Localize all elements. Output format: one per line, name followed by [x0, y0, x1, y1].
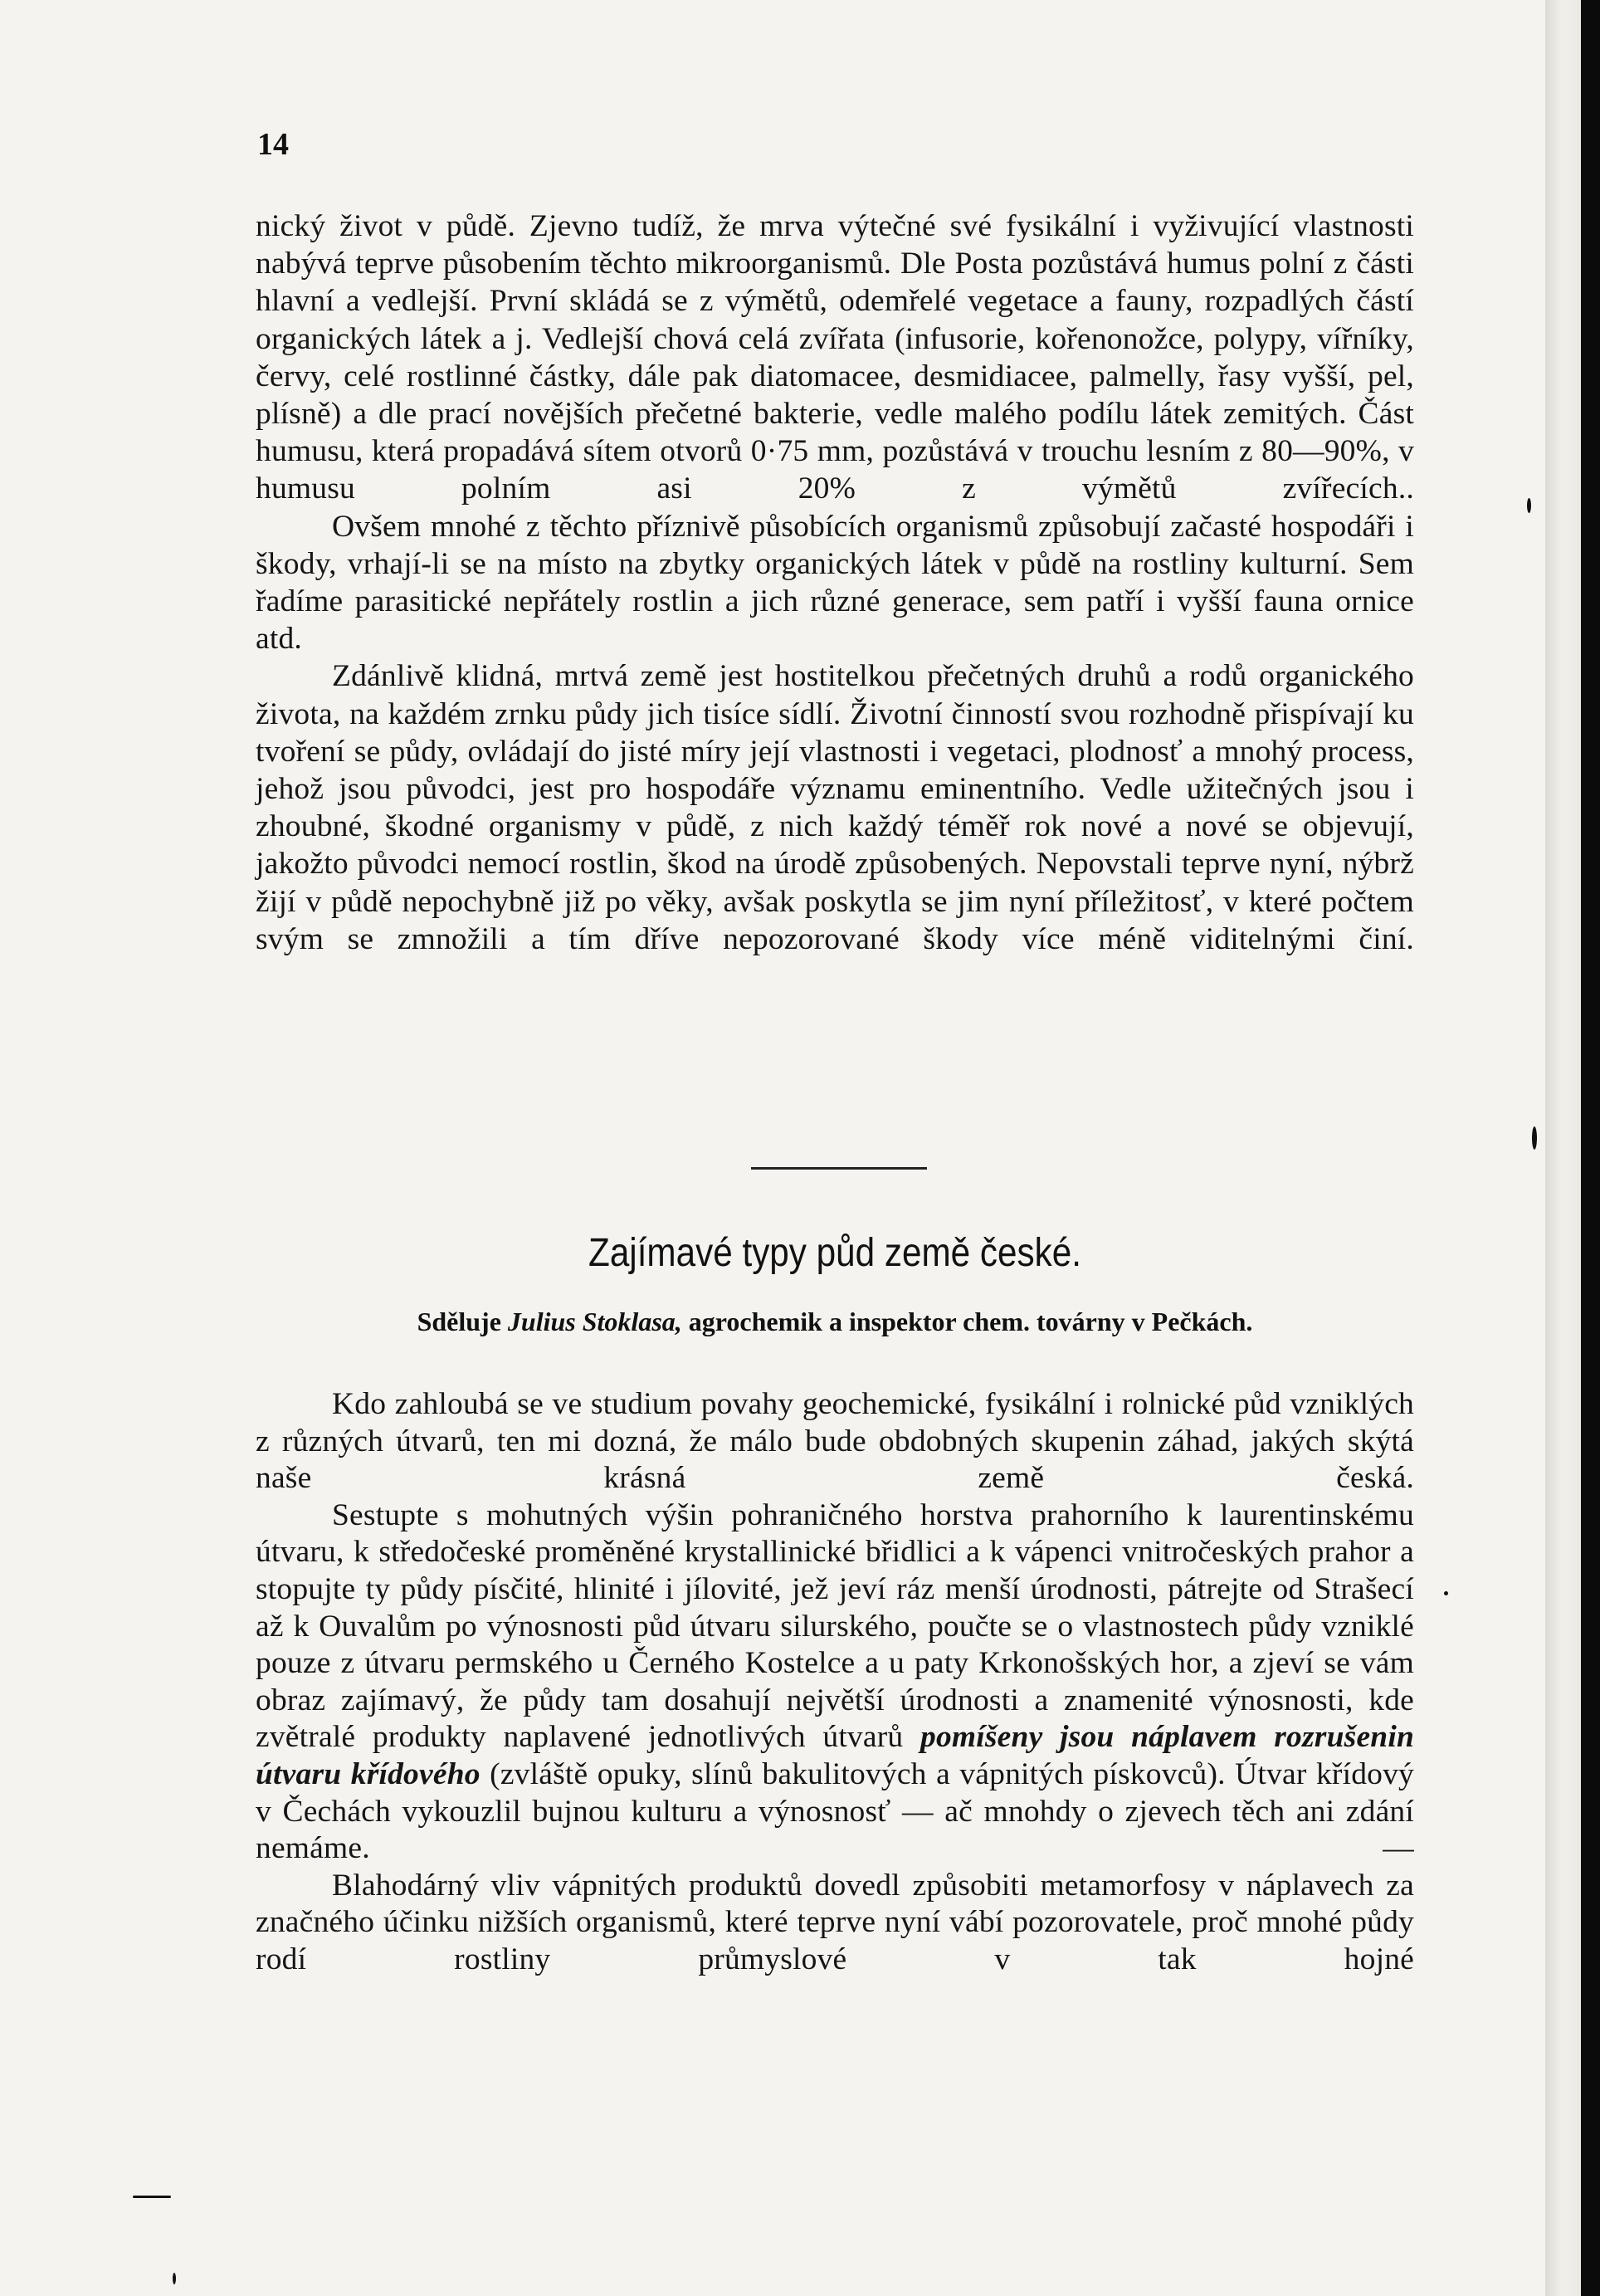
scan-speck: [1532, 1126, 1537, 1150]
article-paragraph-3: Blahodárný vliv vápnitých produktů dovedl způsobiti metamorfosy v náplavech za značného účinku nižších organismů, které teprve nyní vábí pozorovatele, proč mnohé půdy rodí rostliny průmyslové v tak hojné: [256, 1868, 1414, 1976]
scan-dark-edge: [1581, 0, 1600, 2296]
scan-speck: [173, 2273, 176, 2284]
article-paragraph-2: [256, 1497, 1414, 1868]
scan-speck: [133, 2196, 171, 2198]
page-number: 14: [257, 127, 289, 162]
byline-suffix: agrochemik a inspektor chem. továrny v Pečkách.: [688, 1307, 1253, 1336]
article-paragraph-2-continuation: (zvláště opuky, slínů bakulitových a vápnitých pískovců). Útvar křídový v Čechách vykouzlil bujnou kulturu a výnosnosť — ač mnohdy o zjevech těch ani zdání nemáme. —: [256, 1756, 1414, 1866]
article-title: Zajímavé typy půd země české.: [588, 1231, 1081, 1275]
byline-prefix: Sděluje: [417, 1307, 501, 1336]
paragraph-2: Ovšem mnohé z těchto příznivě působících organismů způsobují začasté hospodáři i škody, vrhají-li se na místo na zbytky organických látek v půdě na rostliny kulturní. Sem řadíme parasitické nepřátely rostlin a jich různé generace, sem patří i vyšší fauna ornice atd.: [256, 509, 1414, 657]
scan-speck: [1527, 498, 1531, 513]
body-text-section-1: [256, 208, 1414, 958]
scan-speck: [1444, 1591, 1448, 1595]
body-text-section-2: [256, 1386, 1414, 1979]
paragraph-1: nický život v půdě. Zjevno tudíž, že mrva výtečné své fysikální i vyživující vlastnosti nabývá teprve působením těchto mikroorganismů. Dle Posta pozůstává humus polní z části hlavní a vedlejší. První skládá se z výmětů, odemřelé vegetace a fauny, rozpadlých částí organických látek a j. Vedlejší chová celá zvířata (infusorie, kořenonožce, polypy, vířníky, červy, celé rostlinné částky, dále pak diatomacee, desmidiacee, palmelly, řasy vyšší, pel, plísně) a dle prací novějších přečetné bakterie, vedle malého podílu látek zemitých. Část humusu, která propadává sítem otvorů 0·75 mm, pozůstává v trouchu lesním z 80—90%, v humusu polním asi 20% z výmětů zvířecích..: [256, 209, 1414, 506]
article-paragraph-2-text: Sestupte s mohutných výšin pohraničného horstva prahorního k laurentinskému útvaru, k středočeské proměněné krystallinické břidlici a k vápenci vnitročeských prahor a stopujte ty půdy písčité, hlinité i jílovité, jež jeví ráz menší úrodnosti, pátrejte od Strašecí až k Ouvalům po výnosnosti půd útvaru silurského, poučte se o vlastnostech půdy vzniklé pouze z útvaru permského u Černého Kostelce a u paty Krkonošských hor, a zjeví se vám obraz zajímavý, že půdy tam dosahují největší úrodnosti a znamenité výnosnosti, kde zvětralé produkty naplavené jednotlivých útvarů: [256, 1497, 1414, 1755]
article-paragraph-1: Kdo zahloubá se ve studium povahy geochemické, fysikální i rolnické půd vzniklých z různých útvarů, ten mi dozná, že málo bude obdobných skupenin záhad, jakých skýtá naše krásná země česká.: [256, 1387, 1414, 1496]
byline-author: Julius Stoklasa,: [507, 1307, 682, 1336]
paragraph-3: Zdánlivě klidná, mrtvá země jest hostitelkou přečetných druhů a rodů organického života, na každém zrnku půdy jich tisíce sídlí. Životní činností svou rozhodně přispívají ku tvoření se půdy, ovládají do jisté míry její vlastnosti i vegetaci, plodnosť a mnohý process, jehož jsou původci, jest pro hospodáře významu eminentního. Vedle užitečných jsou i zhoubné, škodné organismy v půdě, z nich každý téměř rok nové a nové se objevují, jakožto původci nemocí rostlin, škod na úrodě způsobených. Nepovstali teprve nyní, nýbrž žijí v půdě nepochybně již po věky, avšak poskytla se jim nyní příležitosť, v které počtem svým se zmnožili a tím dříve nepozorované škody více méně viditelnými činí.: [256, 659, 1414, 956]
section-separator: [751, 1167, 927, 1170]
article-paragraph-2-emphasis: pomíšeny jsou náplavem rozrušenin útvaru křídového: [256, 1720, 1415, 1791]
article-byline: [256, 1307, 1414, 1337]
